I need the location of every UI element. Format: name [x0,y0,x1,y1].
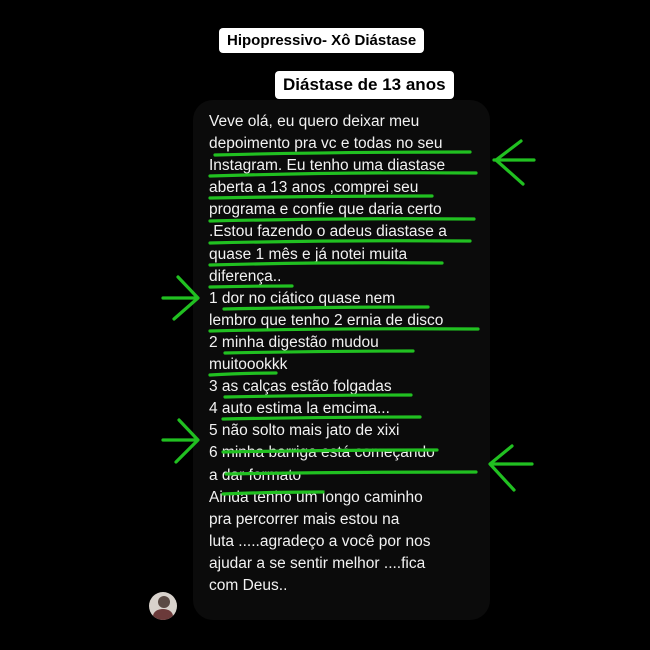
message-line: a dar formato [209,466,302,484]
highlight-underline [210,373,276,375]
message-line: Veve olá, eu quero deixar meu [209,113,420,130]
message-line: depoimento pra vc e todas no seu [209,135,443,153]
message-line: 3 as calças estão folgadas [209,378,392,396]
highlight-underline [226,472,476,474]
highlight-underline [223,417,420,419]
avatar [149,592,177,620]
message-line: aberta a 13 anos ,comprei seu [209,179,419,197]
page-title: Hipopressivo- Xô Diástase [219,28,424,53]
highlight-underline [224,307,428,309]
message-line: .Estou fazendo o adeus diastase a [209,223,447,241]
message-line: luta .....agradeço a você por nos [209,532,431,550]
message-line: com Deus.. [209,576,288,594]
highlight-underline [215,152,470,155]
highlight-underline [223,492,323,494]
message-line: Instagram. Eu tenho uma diastase [209,157,446,175]
page-subtitle: Diástase de 13 anos [275,71,454,99]
message-line: 4 auto estima la emcima... [209,400,390,418]
highlight-underline [225,395,411,397]
message-line: 6 minha barriga está começando [209,444,435,462]
highlight-underline [210,286,292,287]
message-line: muitoookkk [209,356,288,374]
message-line: diferença.. [209,267,282,285]
highlight-underline [223,450,437,452]
highlight-underline [210,241,470,243]
arrow-left-icon [490,446,532,490]
message-line: pra percorrer mais estou na [209,510,400,528]
message-line: lembro que tenho 2 ernia de disco [209,311,444,329]
message-line: quase 1 mês e já notei muita [209,245,408,263]
highlight-underline [210,329,478,331]
highlight-underline [210,263,442,265]
message-line: programa e confie que daria certo [209,201,442,219]
highlight-underline [210,196,432,198]
message-line: 1 dor no ciático quase nem [209,289,396,307]
arrow-right-icon [163,277,198,319]
message-line: 2 minha digestão mudou [209,333,379,351]
highlight-underline [225,351,413,353]
arrow-left-icon [494,141,534,184]
arrow-right-icon [163,420,198,462]
message-line: Ainda tenho um longo caminho [209,488,423,506]
avatar-head [158,596,170,608]
highlight-underline [210,219,474,221]
message-line: 5 não solto mais jato de xixi [209,422,400,440]
message-line: ajudar a se sentir melhor ....fica [209,554,426,572]
avatar-body [153,609,173,620]
highlight-underline [210,173,476,176]
